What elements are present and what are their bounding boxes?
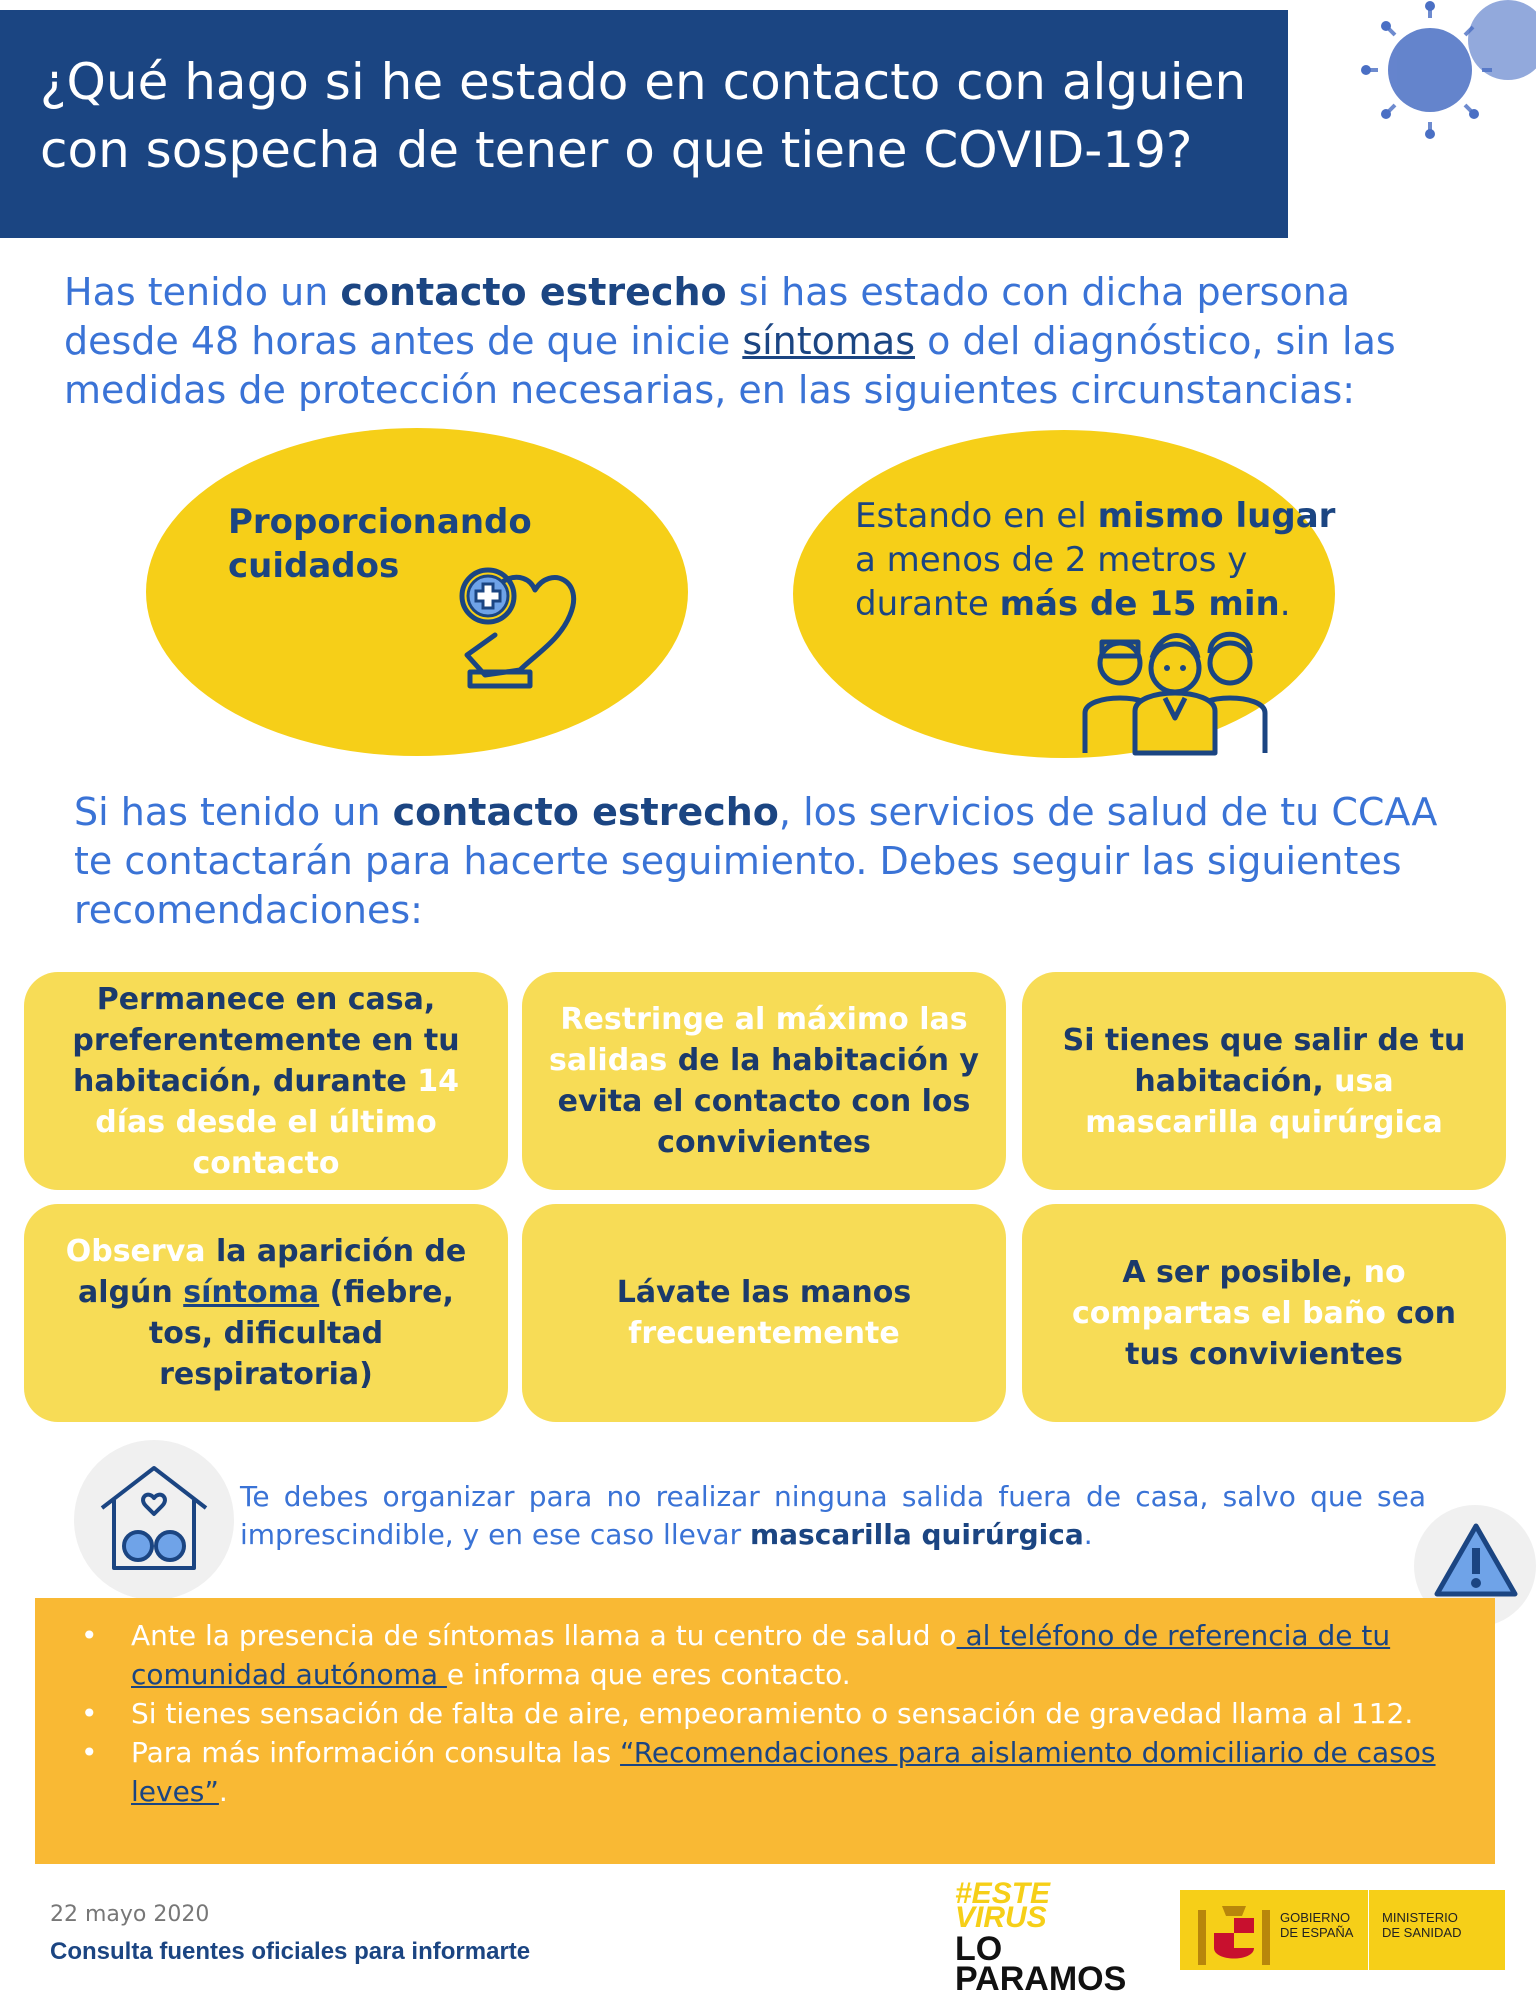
intro2-text-a: Si has tenido un [74, 790, 393, 834]
page-title-line1: ¿Qué hago si he estado en contacto con alguien [40, 53, 1247, 111]
card-stay-home-text: Permanece en casa, preferentemente en tu habitación, durante [72, 981, 460, 1099]
same-place-t2: a menos de 2 metros y [855, 540, 1248, 580]
intro1-text-c: o del diagnóstico, sin las medidas de protección necesarias, en las siguientes circunstancias: [64, 319, 1396, 412]
same-place-t3: durante [855, 584, 1000, 624]
caregiving-ellipse [146, 428, 688, 756]
card-observe-text: la aparición de algún [78, 1234, 467, 1310]
card-observe-highlight: Observa [65, 1234, 206, 1269]
card-observe-symptoms [24, 1204, 508, 1422]
guidance-item-call-112 [81, 1694, 1455, 1733]
official-sources-note: Consulta fuentes oficiales para informarte [50, 1938, 531, 1965]
intro2-bold: contacto estrecho [392, 790, 779, 834]
outing-note-bold: mascarilla quirúrgica [749, 1518, 1084, 1551]
symptom-link[interactable]: síntoma [183, 1275, 320, 1310]
bullet: • [81, 1619, 98, 1652]
este-virus-lo-paramos-logo [955, 1877, 1155, 1998]
guidance-1-end: e informa que eres contacto. [446, 1658, 851, 1691]
card-bathroom-text2: con tus convivientes [1125, 1295, 1457, 1372]
guidance-3-end: . [218, 1775, 228, 1808]
close-contact-followup [74, 788, 1444, 935]
intro2-text-b: , los servicios de salud de tu CCAA te contactarán para hacerte seguimiento. Debes seguir las siguientes recomendaciones: [74, 790, 1438, 932]
card-wash-hands [522, 1204, 1006, 1422]
caring-hand-heart-icon [455, 560, 585, 695]
card-mask-text: Si tienes que salir de tu habitación, [1062, 1022, 1466, 1099]
card-stay-home-highlight: 14 días desde el último contacto [95, 1063, 459, 1181]
guidance-list [81, 1616, 1455, 1811]
intro1-text-a: Has tenido un [64, 270, 341, 314]
virus-decoration-icon [1340, 0, 1536, 140]
guidance-item-more-info [81, 1733, 1455, 1811]
bullet: • [81, 1697, 98, 1730]
page-title-line2: con sospecha de tener o que tiene COVID-19? [40, 121, 1193, 179]
card-restrict-outings [522, 972, 1006, 1190]
guidance-2-text: Si tienes sensación de falta de aire, empeoramiento o sensación de gravedad llama al 112. [131, 1697, 1414, 1730]
bullet: • [81, 1736, 98, 1769]
people-group-icon [1080, 628, 1270, 758]
outing-note-end: . [1083, 1518, 1093, 1551]
same-place-t1: Estando en el [855, 496, 1098, 536]
caregiving-line1: Proporcionando [228, 502, 532, 542]
isolation-recommendations-link[interactable]: “Recomendaciones para aislamiento domiciliario de casos leves” [131, 1736, 1436, 1808]
campaign-line3: LO [955, 1930, 1003, 1968]
intro1-bold: contacto estrecho [340, 270, 727, 314]
card-restrict-highlight: Restringe al máximo las salidas [549, 1002, 968, 1078]
card-wear-mask [1022, 972, 1506, 1190]
symptoms-link[interactable]: síntomas [742, 319, 916, 363]
campaign-line4: PARAMOS [955, 1960, 1127, 1998]
same-place-b2: más de 15 min [999, 584, 1280, 624]
same-place-text [855, 494, 1335, 626]
gov-line1: GOBIERNO [1280, 1910, 1351, 1925]
campaign-line2: VIRUS [955, 1901, 1047, 1934]
card-bathroom-text: A ser posible, [1122, 1254, 1364, 1290]
outing-note [240, 1478, 1426, 1554]
gov-divider [1368, 1890, 1369, 1970]
campaign-line1: #ESTE [955, 1877, 1051, 1910]
ministry-line2: DE SANIDAD [1382, 1925, 1462, 1940]
guidance-1-text: Ante la presencia de síntomas llama a tu centro de salud o [131, 1619, 957, 1652]
page-title-banner [0, 10, 1288, 238]
ministry-line1: MINISTERIO [1382, 1910, 1458, 1925]
regional-phone-link[interactable]: al teléfono de referencia de tu comunidad autónoma [131, 1619, 1391, 1691]
guidance-3-text: Para más información consulta las [131, 1736, 621, 1769]
card-observe-text2: (fiebre, tos, dificultad respiratoria) [148, 1275, 454, 1392]
card-stay-home [24, 972, 508, 1190]
house-family-icon [94, 1458, 214, 1578]
guidance-box [35, 1598, 1495, 1864]
close-contact-definition [64, 268, 1444, 415]
intro1-text-b: si has estado con dicha persona desde 48 horas antes de que inicie [64, 270, 1351, 363]
publication-date: 22 mayo 2020 [50, 1902, 210, 1927]
outing-note-text: Te debes organizar para no realizar ninguna salida fuera de casa, salvo que sea imprescindible, y en ese caso llevar [240, 1480, 1426, 1551]
same-place-b1: mismo lugar [1097, 496, 1336, 536]
guidance-item-call-health-center [81, 1616, 1455, 1694]
card-mask-highlight: usa mascarilla quirúrgica [1085, 1063, 1443, 1140]
same-place-t4: . [1279, 584, 1291, 624]
card-wash-text: Lávate las manos [616, 1275, 912, 1310]
card-restrict-text: de la habitación y evita el contacto con los convivientes [557, 1043, 979, 1160]
caregiving-line2: cuidados [228, 546, 400, 586]
government-logo-bar [1180, 1890, 1505, 1970]
card-bathroom [1022, 1204, 1506, 1422]
card-wash-highlight: frecuentemente [628, 1316, 900, 1351]
coat-of-arms-icon [1194, 1900, 1274, 1970]
warning-triangle-icon [1433, 1520, 1519, 1600]
card-bathroom-highlight: no compartas el baño [1071, 1254, 1406, 1331]
gov-line2: DE ESPAÑA [1280, 1925, 1354, 1940]
